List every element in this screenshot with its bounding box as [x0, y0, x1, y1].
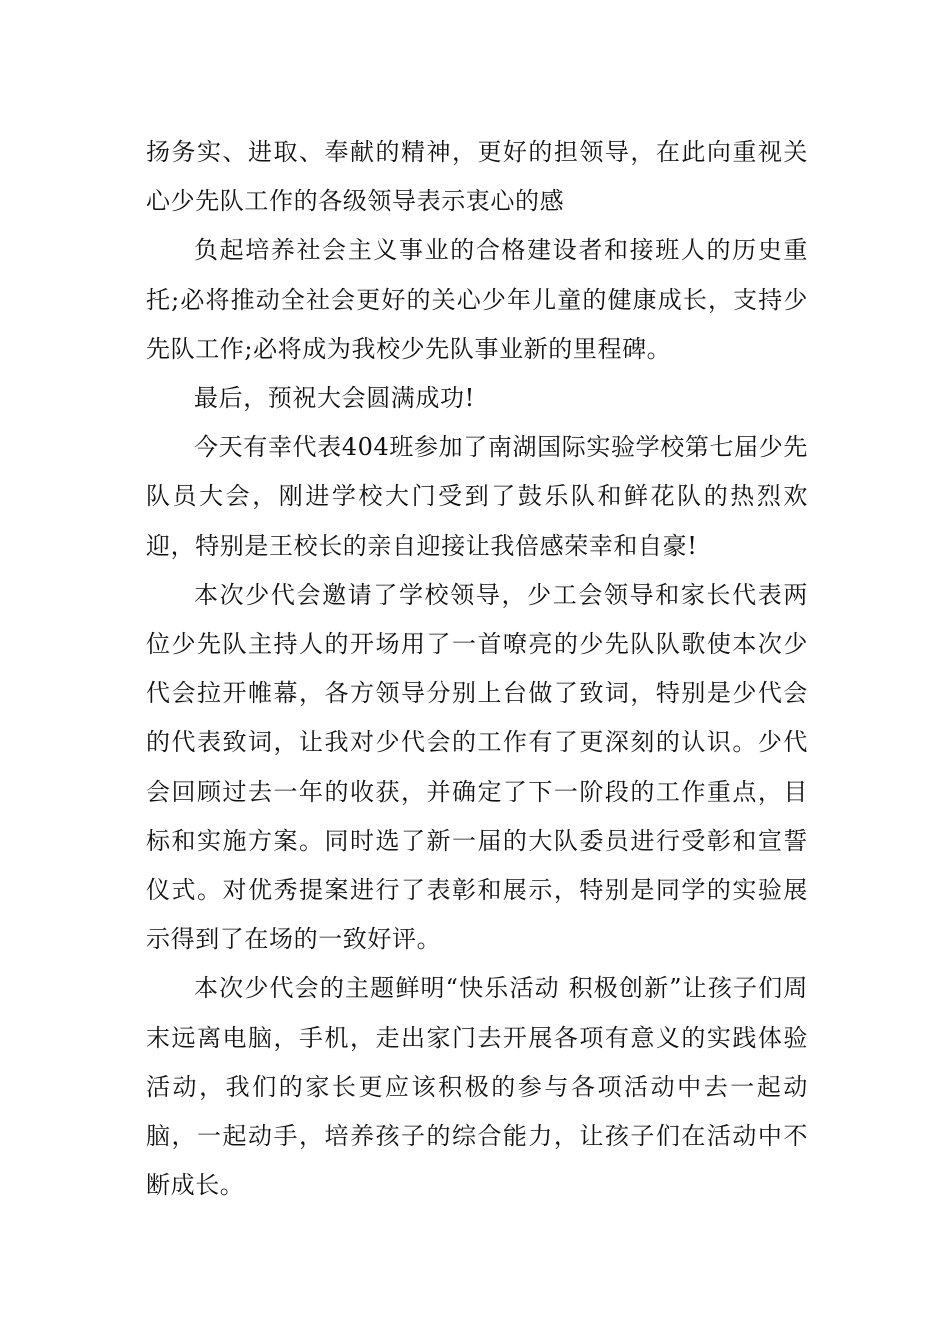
paragraph-attendance: 今天有幸代表404班参加了南湖国际实验学校第七届少先队员大会，刚进学校大门受到了鼓乐队和鲜花队的热烈欢迎，特别是王校长的亲自迎接让我倍感荣幸和自豪!	[146, 433, 808, 560]
paragraph-continuation: 扬务实、进取、奉献的精神，更好的担领导，在此向重视关心少先队工作的各级领导表示衷心的感	[146, 138, 808, 216]
paragraph-closing-wish: 最后，预祝大会圆满成功!	[194, 384, 475, 413]
paragraph-theme-reflection: 本次少代会的主题鲜明“快乐活动 积极创新”让孩子们周末远离电脑，手机，走出家门去开展各项有意义的实践体验活动，我们的家长更应该积极的参与各项活动中去一起动脑，一起动手，培养孩子的综合能力，让孩子们在活动中不断成长。	[146, 974, 808, 1200]
paragraph-responsibility: 负起培养社会主义事业的合格建设者和接班人的历史重托;必将推动全社会更好的关心少年儿童的健康成长，支持少先队工作;必将成为我校少先队事业新的里程碑。	[146, 236, 808, 363]
paragraph-meeting-summary: 本次少代会邀请了学校领导，少工会领导和家长代表两位少先队主持人的开场用了一首嘹亮的少先队队歌使本次少代会拉开帷幕，各方领导分别上台做了致词，特别是少代会的代表致词，让我对少代会的工作有了更深刻的认识。少代会回顾过去一年的收获，并确定了下一阶段的工作重点，目标和实施方案。同时选了新一届的大队委员进行受彰和宣誓仪式。对优秀提案进行了表彰和展示，特别是同学的实验展示得到了在场的一致好评。	[146, 580, 808, 954]
document-body	[146, 128, 808, 1210]
